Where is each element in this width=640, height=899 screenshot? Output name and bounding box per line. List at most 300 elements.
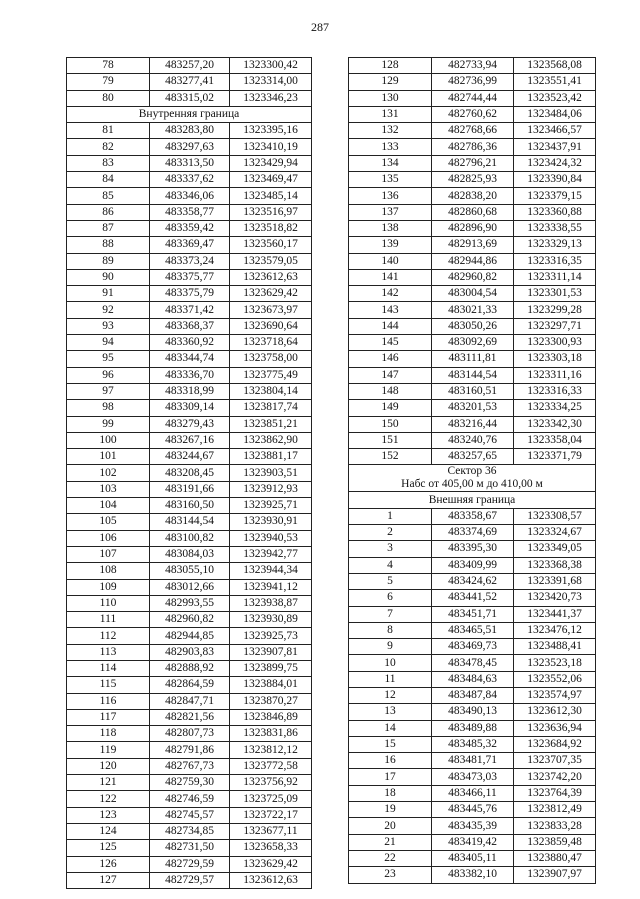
point-number-cell: 149 [349, 400, 432, 416]
y-coordinate-cell: 1323831,86 [230, 726, 312, 742]
x-coordinate-cell: 483100,82 [150, 530, 230, 546]
point-number-cell: 19 [349, 802, 432, 818]
table-row [349, 541, 596, 557]
y-coordinate-cell: 1323485,14 [230, 188, 312, 204]
x-coordinate-cell: 483050,26 [432, 318, 514, 334]
table-row [349, 573, 596, 589]
table-row [349, 286, 596, 302]
y-coordinate-cell: 1323424,32 [514, 155, 596, 171]
y-coordinate-cell: 1323942,77 [230, 546, 312, 562]
table-row [349, 639, 596, 655]
y-coordinate-cell: 1323574,97 [514, 687, 596, 703]
section-heading: Сектор 36 Набс от 405,00 м до 410,00 м [349, 465, 596, 492]
table-row [349, 383, 596, 399]
y-coordinate-cell: 1323360,88 [514, 204, 596, 220]
point-number-cell: 5 [349, 573, 432, 589]
point-number-cell: 114 [67, 660, 150, 676]
table-row [349, 432, 596, 448]
x-coordinate-cell: 483336,70 [150, 367, 230, 383]
y-coordinate-cell: 1323297,71 [514, 318, 596, 334]
y-coordinate-cell: 1323342,30 [514, 416, 596, 432]
x-coordinate-cell: 483313,50 [150, 155, 230, 171]
point-number-cell: 147 [349, 367, 432, 383]
y-coordinate-cell: 1323338,55 [514, 220, 596, 236]
table-row [67, 840, 312, 856]
y-coordinate-cell: 1323371,79 [514, 449, 596, 465]
table-row [349, 139, 596, 155]
x-coordinate-cell: 483441,52 [432, 590, 514, 606]
table-row [349, 850, 596, 866]
table-row [67, 400, 312, 416]
section-heading-row [349, 465, 596, 492]
y-coordinate-cell: 1323772,58 [230, 758, 312, 774]
y-coordinate-cell: 1323612,63 [230, 269, 312, 285]
point-number-cell: 128 [349, 58, 432, 74]
point-number-cell: 3 [349, 541, 432, 557]
y-coordinate-cell: 1323881,17 [230, 449, 312, 465]
y-coordinate-cell: 1323758,00 [230, 351, 312, 367]
y-coordinate-cell: 1323429,94 [230, 155, 312, 171]
y-coordinate-cell: 1323308,57 [514, 508, 596, 524]
x-coordinate-cell: 483424,62 [432, 573, 514, 589]
point-number-cell: 101 [67, 449, 150, 465]
y-coordinate-cell: 1323311,16 [514, 367, 596, 383]
point-number-cell: 109 [67, 579, 150, 595]
x-coordinate-cell: 483466,11 [432, 785, 514, 801]
y-coordinate-cell: 1323817,74 [230, 400, 312, 416]
x-coordinate-cell: 483445,76 [432, 802, 514, 818]
point-number-cell: 104 [67, 498, 150, 514]
x-coordinate-cell: 482993,55 [150, 595, 230, 611]
table-row [67, 758, 312, 774]
table-row [67, 269, 312, 285]
point-number-cell: 141 [349, 269, 432, 285]
point-number-cell: 131 [349, 106, 432, 122]
point-number-cell: 117 [67, 709, 150, 725]
point-number-cell: 13 [349, 704, 432, 720]
table-row [349, 622, 596, 638]
point-number-cell: 2 [349, 525, 432, 541]
table-row [349, 606, 596, 622]
table-row [67, 416, 312, 432]
table-row [67, 628, 312, 644]
table-row [67, 677, 312, 693]
x-coordinate-cell: 483283,80 [150, 123, 230, 139]
y-coordinate-cell: 1323636,94 [514, 720, 596, 736]
x-coordinate-cell: 482731,50 [150, 840, 230, 856]
point-number-cell: 22 [349, 850, 432, 866]
x-coordinate-cell: 483244,67 [150, 449, 230, 465]
table-row [67, 579, 312, 595]
y-coordinate-cell: 1323516,97 [230, 204, 312, 220]
x-coordinate-cell: 483021,33 [432, 302, 514, 318]
y-coordinate-cell: 1323349,05 [514, 541, 596, 557]
x-coordinate-cell: 483375,79 [150, 286, 230, 302]
x-coordinate-cell: 483216,44 [432, 416, 514, 432]
y-coordinate-cell: 1323707,35 [514, 753, 596, 769]
y-coordinate-cell: 1323925,73 [230, 628, 312, 644]
x-coordinate-cell: 483490,13 [432, 704, 514, 720]
y-coordinate-cell: 1323390,84 [514, 172, 596, 188]
point-number-cell: 80 [67, 90, 150, 106]
point-number-cell: 87 [67, 220, 150, 236]
table-row [67, 644, 312, 660]
point-number-cell: 14 [349, 720, 432, 736]
x-coordinate-cell: 483395,30 [432, 541, 514, 557]
point-number-cell: 130 [349, 90, 432, 106]
x-coordinate-cell: 483435,39 [432, 818, 514, 834]
x-coordinate-cell: 483160,50 [150, 498, 230, 514]
table-row [349, 123, 596, 139]
point-number-cell: 8 [349, 622, 432, 638]
x-coordinate-cell: 483469,73 [432, 639, 514, 655]
point-number-cell: 133 [349, 139, 432, 155]
point-number-cell: 111 [67, 612, 150, 628]
y-coordinate-cell: 1323612,30 [514, 704, 596, 720]
y-coordinate-cell: 1323944,34 [230, 563, 312, 579]
y-coordinate-cell: 1323677,11 [230, 823, 312, 839]
table-row [349, 655, 596, 671]
point-number-cell: 83 [67, 155, 150, 171]
x-coordinate-cell: 483309,14 [150, 400, 230, 416]
point-number-cell: 146 [349, 351, 432, 367]
x-coordinate-cell: 483012,66 [150, 579, 230, 595]
y-coordinate-cell: 1323410,19 [230, 139, 312, 155]
point-number-cell: 119 [67, 742, 150, 758]
table-row [349, 557, 596, 573]
table-row [67, 693, 312, 709]
table-row [67, 595, 312, 611]
x-coordinate-cell: 482888,92 [150, 660, 230, 676]
section-heading: Внешняя граница [349, 492, 596, 508]
table-row [349, 736, 596, 752]
y-coordinate-cell: 1323523,18 [514, 655, 596, 671]
x-coordinate-cell: 483371,42 [150, 302, 230, 318]
table-row [67, 286, 312, 302]
point-number-cell: 102 [67, 465, 150, 481]
x-coordinate-cell: 483144,54 [432, 367, 514, 383]
x-coordinate-cell: 483315,02 [150, 90, 230, 106]
y-coordinate-cell: 1323930,91 [230, 514, 312, 530]
point-number-cell: 129 [349, 74, 432, 90]
x-coordinate-cell: 483405,11 [432, 850, 514, 866]
y-coordinate-cell: 1323560,17 [230, 237, 312, 253]
point-number-cell: 82 [67, 139, 150, 155]
y-coordinate-cell: 1323476,12 [514, 622, 596, 638]
point-number-cell: 138 [349, 220, 432, 236]
x-coordinate-cell: 483359,42 [150, 220, 230, 236]
x-coordinate-cell: 482944,86 [432, 253, 514, 269]
y-coordinate-cell: 1323742,20 [514, 769, 596, 785]
y-coordinate-cell: 1323756,92 [230, 775, 312, 791]
table-row [67, 432, 312, 448]
table-row [67, 791, 312, 807]
y-coordinate-cell: 1323907,97 [514, 867, 596, 883]
x-coordinate-cell: 483111,81 [432, 351, 514, 367]
y-coordinate-cell: 1323833,28 [514, 818, 596, 834]
table-row [67, 351, 312, 367]
y-coordinate-cell: 1323420,73 [514, 590, 596, 606]
point-number-cell: 78 [67, 58, 150, 74]
x-coordinate-cell: 483375,77 [150, 269, 230, 285]
x-coordinate-cell: 483358,67 [432, 508, 514, 524]
table-row [67, 775, 312, 791]
table-row [67, 807, 312, 823]
y-coordinate-cell: 1323301,53 [514, 286, 596, 302]
point-number-cell: 135 [349, 172, 432, 188]
table-row [349, 802, 596, 818]
y-coordinate-cell: 1323568,08 [514, 58, 596, 74]
table-row [67, 449, 312, 465]
table-row [67, 563, 312, 579]
point-number-cell: 11 [349, 671, 432, 687]
y-coordinate-cell: 1323812,12 [230, 742, 312, 758]
point-number-cell: 99 [67, 416, 150, 432]
x-coordinate-cell: 482944,85 [150, 628, 230, 644]
y-coordinate-cell: 1323629,42 [230, 286, 312, 302]
point-number-cell: 134 [349, 155, 432, 171]
point-number-cell: 112 [67, 628, 150, 644]
y-coordinate-cell: 1323484,06 [514, 106, 596, 122]
point-number-cell: 150 [349, 416, 432, 432]
y-coordinate-cell: 1323518,82 [230, 220, 312, 236]
y-coordinate-cell: 1323441,37 [514, 606, 596, 622]
table-row [67, 612, 312, 628]
x-coordinate-cell: 483191,66 [150, 481, 230, 497]
y-coordinate-cell: 1323880,47 [514, 850, 596, 866]
x-coordinate-cell: 482807,73 [150, 726, 230, 742]
y-coordinate-cell: 1323870,27 [230, 693, 312, 709]
y-coordinate-cell: 1323329,13 [514, 237, 596, 253]
y-coordinate-cell: 1323469,47 [230, 172, 312, 188]
x-coordinate-cell: 482896,90 [432, 220, 514, 236]
point-number-cell: 16 [349, 753, 432, 769]
point-number-cell: 90 [67, 269, 150, 285]
x-coordinate-cell: 482913,69 [432, 237, 514, 253]
table-row [349, 834, 596, 850]
y-coordinate-cell: 1323311,14 [514, 269, 596, 285]
point-number-cell: 143 [349, 302, 432, 318]
point-number-cell: 15 [349, 736, 432, 752]
table-row [349, 318, 596, 334]
point-number-cell: 126 [67, 856, 150, 872]
x-coordinate-cell: 482729,57 [150, 872, 230, 888]
point-number-cell: 132 [349, 123, 432, 139]
y-coordinate-cell: 1323314,00 [230, 74, 312, 90]
x-coordinate-cell: 482821,56 [150, 709, 230, 725]
x-coordinate-cell: 483478,45 [432, 655, 514, 671]
table-row [349, 867, 596, 883]
point-number-cell: 7 [349, 606, 432, 622]
y-coordinate-cell: 1323334,25 [514, 400, 596, 416]
table-row [67, 123, 312, 139]
point-number-cell: 98 [67, 400, 150, 416]
table-row [349, 269, 596, 285]
point-number-cell: 86 [67, 204, 150, 220]
x-coordinate-cell: 482960,82 [432, 269, 514, 285]
table-row [349, 172, 596, 188]
table-row [67, 335, 312, 351]
point-number-cell: 88 [67, 237, 150, 253]
table-row [349, 155, 596, 171]
x-coordinate-cell: 482734,85 [150, 823, 230, 839]
x-coordinate-cell: 483451,71 [432, 606, 514, 622]
x-coordinate-cell: 482745,57 [150, 807, 230, 823]
x-coordinate-cell: 483358,77 [150, 204, 230, 220]
table-row [67, 155, 312, 171]
x-coordinate-cell: 483487,84 [432, 687, 514, 703]
y-coordinate-cell: 1323466,57 [514, 123, 596, 139]
point-number-cell: 137 [349, 204, 432, 220]
y-coordinate-cell: 1323551,41 [514, 74, 596, 90]
y-coordinate-cell: 1323303,18 [514, 351, 596, 367]
table-row [67, 253, 312, 269]
x-coordinate-cell: 482791,86 [150, 742, 230, 758]
y-coordinate-cell: 1323316,35 [514, 253, 596, 269]
x-coordinate-cell: 482960,82 [150, 612, 230, 628]
point-number-cell: 103 [67, 481, 150, 497]
point-number-cell: 100 [67, 432, 150, 448]
x-coordinate-cell: 483485,32 [432, 736, 514, 752]
table-row [349, 367, 596, 383]
y-coordinate-cell: 1323764,39 [514, 785, 596, 801]
x-coordinate-cell: 483055,10 [150, 563, 230, 579]
y-coordinate-cell: 1323941,12 [230, 579, 312, 595]
x-coordinate-cell: 482760,62 [432, 106, 514, 122]
point-number-cell: 93 [67, 318, 150, 334]
point-number-cell: 140 [349, 253, 432, 269]
table-row [67, 709, 312, 725]
point-number-cell: 121 [67, 775, 150, 791]
x-coordinate-cell: 483489,88 [432, 720, 514, 736]
x-coordinate-cell: 483369,47 [150, 237, 230, 253]
point-number-cell: 127 [67, 872, 150, 888]
table-row [67, 90, 312, 106]
point-number-cell: 91 [67, 286, 150, 302]
x-coordinate-cell: 483382,10 [432, 867, 514, 883]
section-heading-row [67, 106, 312, 122]
x-coordinate-cell: 482864,59 [150, 677, 230, 693]
point-number-cell: 148 [349, 383, 432, 399]
table-row [349, 220, 596, 236]
point-number-cell: 95 [67, 351, 150, 367]
point-number-cell: 116 [67, 693, 150, 709]
x-coordinate-cell: 482733,94 [432, 58, 514, 74]
table-row [349, 590, 596, 606]
point-number-cell: 139 [349, 237, 432, 253]
table-row [67, 139, 312, 155]
x-coordinate-cell: 483144,54 [150, 514, 230, 530]
x-coordinate-cell: 483473,03 [432, 769, 514, 785]
table-row [67, 237, 312, 253]
table-row [349, 58, 596, 74]
point-number-cell: 6 [349, 590, 432, 606]
table-row [349, 74, 596, 90]
y-coordinate-cell: 1323437,91 [514, 139, 596, 155]
table-row [349, 704, 596, 720]
table-row [349, 720, 596, 736]
point-number-cell: 125 [67, 840, 150, 856]
point-number-cell: 21 [349, 834, 432, 850]
y-coordinate-cell: 1323612,63 [230, 872, 312, 888]
point-number-cell: 122 [67, 791, 150, 807]
table-row [67, 188, 312, 204]
y-coordinate-cell: 1323775,49 [230, 367, 312, 383]
y-coordinate-cell: 1323300,93 [514, 335, 596, 351]
table-row [67, 204, 312, 220]
x-coordinate-cell: 482746,59 [150, 791, 230, 807]
x-coordinate-cell: 483465,51 [432, 622, 514, 638]
point-number-cell: 79 [67, 74, 150, 90]
y-coordinate-cell: 1323324,67 [514, 525, 596, 541]
table-row [349, 449, 596, 465]
y-coordinate-cell: 1323851,21 [230, 416, 312, 432]
x-coordinate-cell: 482768,66 [432, 123, 514, 139]
table-row [349, 253, 596, 269]
y-coordinate-cell: 1323862,90 [230, 432, 312, 448]
y-coordinate-cell: 1323346,23 [230, 90, 312, 106]
table-row [67, 74, 312, 90]
y-coordinate-cell: 1323925,71 [230, 498, 312, 514]
table-row [349, 753, 596, 769]
y-coordinate-cell: 1323912,93 [230, 481, 312, 497]
table-row [349, 400, 596, 416]
table-row [67, 318, 312, 334]
point-number-cell: 18 [349, 785, 432, 801]
x-coordinate-cell: 482825,93 [432, 172, 514, 188]
point-number-cell: 145 [349, 335, 432, 351]
x-coordinate-cell: 483419,42 [432, 834, 514, 850]
x-coordinate-cell: 483337,62 [150, 172, 230, 188]
table-row [67, 530, 312, 546]
y-coordinate-cell: 1323812,49 [514, 802, 596, 818]
x-coordinate-cell: 482736,99 [432, 74, 514, 90]
y-coordinate-cell: 1323300,42 [230, 58, 312, 74]
page-number: 287 [311, 20, 329, 34]
x-coordinate-cell: 482903,83 [150, 644, 230, 660]
x-coordinate-cell: 482744,44 [432, 90, 514, 106]
x-coordinate-cell: 482838,20 [432, 188, 514, 204]
x-coordinate-cell: 482767,73 [150, 758, 230, 774]
x-coordinate-cell: 482847,71 [150, 693, 230, 709]
table-row [67, 481, 312, 497]
y-coordinate-cell: 1323907,81 [230, 644, 312, 660]
table-row [349, 818, 596, 834]
x-coordinate-cell: 482759,30 [150, 775, 230, 791]
point-number-cell: 115 [67, 677, 150, 693]
x-coordinate-cell: 482796,21 [432, 155, 514, 171]
section-heading-row [349, 492, 596, 508]
y-coordinate-cell: 1323552,06 [514, 671, 596, 687]
y-coordinate-cell: 1323658,33 [230, 840, 312, 856]
point-number-cell: 84 [67, 172, 150, 188]
point-number-cell: 142 [349, 286, 432, 302]
x-coordinate-cell: 483368,37 [150, 318, 230, 334]
table-row [349, 188, 596, 204]
y-coordinate-cell: 1323725,09 [230, 791, 312, 807]
y-coordinate-cell: 1323884,01 [230, 677, 312, 693]
y-coordinate-cell: 1323938,87 [230, 595, 312, 611]
x-coordinate-cell: 483360,92 [150, 335, 230, 351]
x-coordinate-cell: 483279,43 [150, 416, 230, 432]
coordinates-table-left [66, 57, 312, 889]
y-coordinate-cell: 1323629,42 [230, 856, 312, 872]
point-number-cell: 23 [349, 867, 432, 883]
table-row [67, 872, 312, 888]
point-number-cell: 17 [349, 769, 432, 785]
point-number-cell: 108 [67, 563, 150, 579]
y-coordinate-cell: 1323523,42 [514, 90, 596, 106]
